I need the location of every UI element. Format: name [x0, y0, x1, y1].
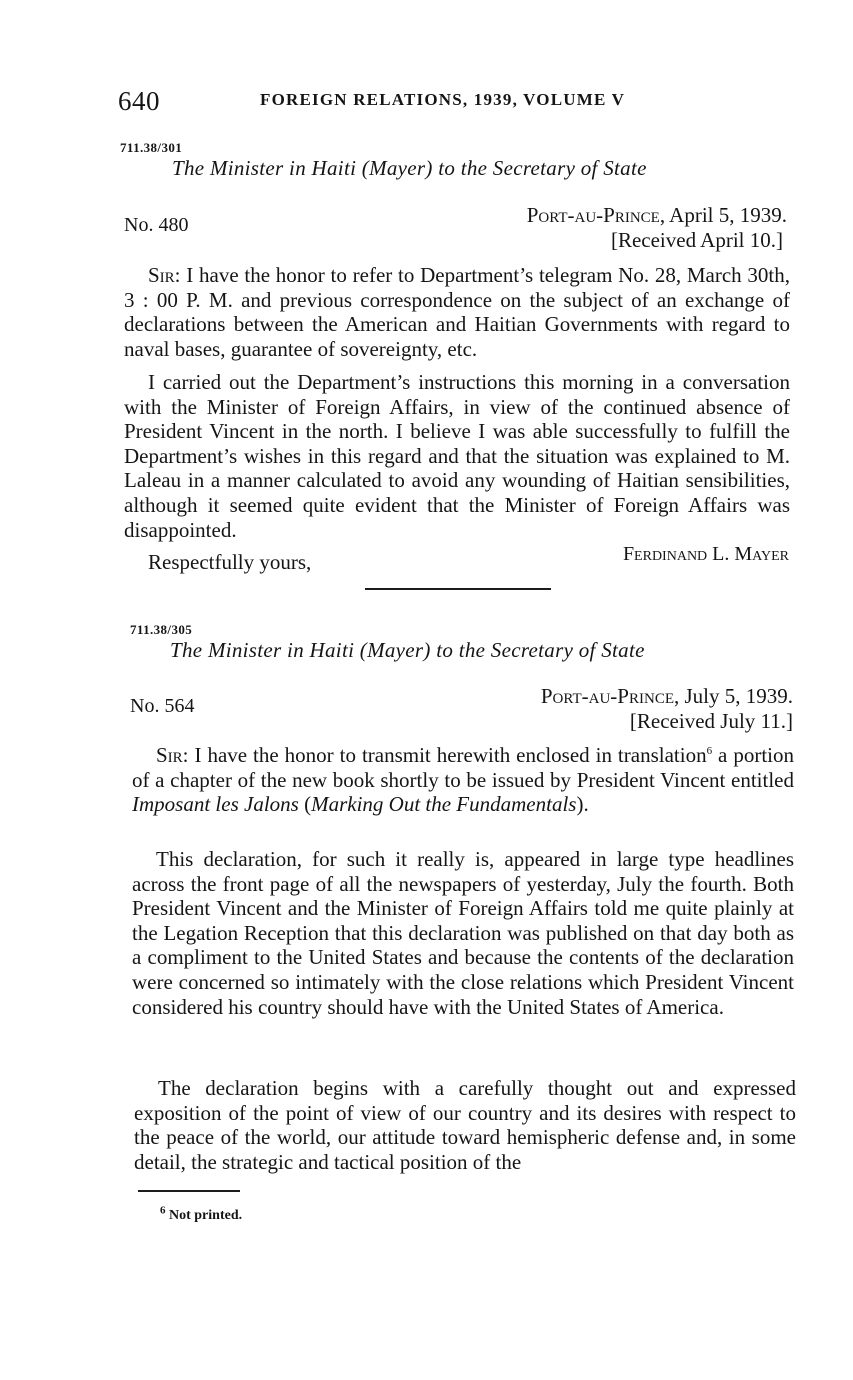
heading-text: ) to the Secretary of State: [423, 638, 645, 662]
body-paragraph: [134, 1076, 796, 1174]
footnote: [160, 1204, 243, 1224]
salutation: Sir:: [148, 263, 181, 287]
file-number: 711.38/305: [130, 622, 193, 637]
salutation: Sir:: [156, 743, 189, 767]
heading-name: Mayer: [369, 156, 426, 180]
heading-name: Mayer: [367, 638, 424, 662]
running-head: [118, 86, 798, 126]
despatch-number: No. 564: [130, 695, 195, 717]
running-title: FOREIGN RELATIONS, 1939, VOLUME V: [260, 90, 626, 109]
dateline-place: Port-au-Prince: [540, 684, 674, 708]
page-number: 640: [118, 86, 160, 116]
body-paragraph: [132, 743, 794, 817]
paragraph-text: This declaration, for such it really is, appeared in large type headlines across the front page of all the newspapers of yesterday, July the fourth. Both President Vincent and the Minister of Foreign Affairs told me quite plainly at the Legation Reception that this declaration was published on that day both as a compliment to the United States and because the contents of the declaration were concerned so intimately with the close relations which President Vincent considered his country should have with the United States of America.: [132, 847, 794, 1019]
dateline: [541, 684, 793, 709]
heading-text: The Minister in Haiti (: [170, 638, 368, 662]
signature: Ferdinand L. Mayer: [622, 543, 789, 565]
dateline-date: , April 5, 1939.: [659, 203, 787, 227]
paragraph-text: (: [298, 792, 312, 817]
received-date: [Received July 11.]: [629, 709, 793, 733]
body-paragraph: [132, 847, 794, 1019]
footnote-ref[interactable]: 6: [706, 745, 713, 757]
document-heading: [172, 156, 647, 181]
document-heading: [170, 638, 645, 663]
book-title-translation: Marking Out the Fundamentals: [311, 792, 577, 817]
footnote-rule: [138, 1190, 240, 1192]
paragraph-text: ).: [576, 792, 589, 817]
closing: Respectfully yours,: [148, 550, 312, 574]
heading-text: ) to the Secretary of State: [425, 156, 647, 180]
paragraph-text: a portion of a chapter of the new book shortly to be issued by President Vincent entitled: [132, 743, 794, 792]
paragraph-text: I carried out the Department’s instructions this morning in a conversation with the Minister of Foreign Affairs, in view of the continued absence of President Vincent in the north. I believe I was able successfully to fulfill the Department’s wishes in this regard and that the situation was explained to M. Laleau in a manner calculated to avoid any wounding of Haitian sensibilities, although it seemed quite evident that the Minister of Foreign Affairs was disappointed.: [124, 370, 790, 542]
paragraph-text: I have the honor to transmit herewith enclosed in translation: [194, 743, 707, 767]
footnote-marker: 6: [160, 1204, 166, 1217]
received-date: [Received April 10.]: [610, 228, 783, 252]
dateline: [527, 203, 787, 228]
heading-text: The Minister in Haiti (: [172, 156, 370, 180]
body-paragraph: [124, 370, 790, 542]
paragraph-text: The declaration begins with a carefully thought out and expressed exposition of the point of view of our country and its desires with respect to the peace of the world, our attitude toward hemispheric defense and, in some detail, the strategic and tactical position of the: [134, 1076, 796, 1174]
despatch-number: No. 480: [124, 214, 189, 236]
section-divider: [365, 588, 551, 590]
book-title: Imposant les Jalons: [132, 792, 299, 817]
footnote-text: Not printed.: [165, 1208, 243, 1223]
dateline-date: , July 5, 1939.: [673, 684, 793, 708]
paragraph-text: I have the honor to refer to Department’s telegram No. 28, March 30th, 3 : 00 P. M. and previous correspondence on the subject of an exchange of declarations between the American and Haitian Governments with regard to naval bases, guarantee of sovereignty, etc.: [124, 263, 790, 361]
dateline-place: Port-au-Prince: [526, 203, 660, 227]
file-number: 711.38/301: [120, 140, 183, 155]
body-paragraph: [124, 263, 790, 361]
